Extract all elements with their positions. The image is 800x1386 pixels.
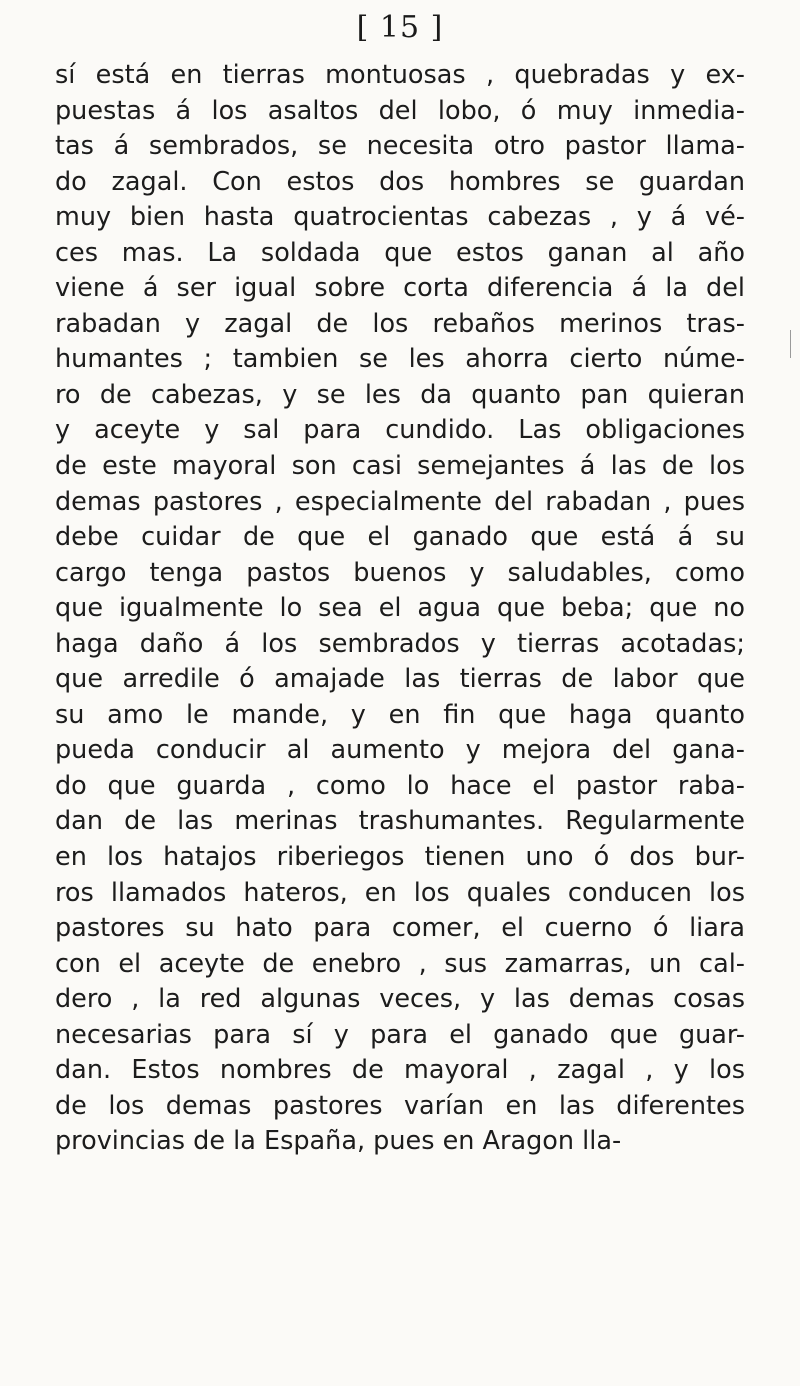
text-line-9: humantes ; tambien se les ahorra cierto núme- — [55, 344, 745, 375]
text-line-1: sí está en tierras montuosas , quebradas y ex- — [55, 60, 745, 90]
text-line-23: en los hatajos riberiegos tienen uno ó dos bur- — [55, 842, 745, 873]
text-line-2: puestas á los asaltos del lobo, ó muy inmedia- — [55, 95, 745, 126]
text-line-25: pastores su hato para comer, el cuerno ó liara — [55, 913, 745, 944]
text-line-31: provincias de la España, pues en Aragon lla- — [55, 1126, 622, 1157]
text-line-3: tas á sembrados, se necesita otro pastor llama- — [55, 131, 745, 162]
text-line-19: su amo le mande, y en fin que haga quanto — [55, 699, 745, 730]
text-line-8: rabadan y zagal de los rebaños merinos tras- — [55, 308, 745, 339]
text-line-4: do zagal. Con estos dos hombres se guardan — [55, 166, 745, 197]
page-number: [ 15 ] — [356, 10, 444, 45]
text-line-17: haga daño á los sembrados y tierras acotadas; — [55, 628, 745, 659]
text-line-30: de los demas pastores varían en las diferentes — [55, 1090, 745, 1121]
text-line-11: y aceyte y sal para cundido. Las obligaciones — [55, 415, 745, 446]
text-line-6: ces mas. La soldada que estos ganan al año — [55, 237, 745, 268]
text-line-22: dan de las merinas trashumantes. Regularmente — [55, 806, 745, 837]
text-line-27: dero , la red algunas veces, y las demas cosas — [55, 984, 745, 1015]
text-line-14: debe cuidar de que el ganado que está á su — [55, 522, 745, 553]
text-line-5: muy bien hasta quatrocientas cabezas , y á vé- — [55, 202, 745, 233]
text-line-15: cargo tenga pastos buenos y saludables, como — [55, 557, 745, 588]
text-line-29: dan. Estos nombres de mayoral , zagal , y los — [55, 1055, 745, 1086]
text-line-28: necesarias para sí y para el ganado que guar- — [55, 1019, 745, 1050]
text-line-13: demas pastores , especialmente del rabadan , pues — [55, 486, 745, 517]
text-line-24: ros llamados hateros, en los quales conducen los — [55, 877, 745, 908]
margin-mark — [790, 330, 791, 358]
text-line-26: con el aceyte de enebro , sus zamarras, un cal- — [55, 948, 745, 979]
text-line-18: que arredile ó amajade las tierras de labor que — [55, 664, 745, 695]
text-line-21: do que guarda , como lo hace el pastor raba- — [55, 770, 745, 801]
text-line-20: pueda conducir al aumento y mejora del gana- — [55, 735, 745, 766]
text-line-7: viene á ser igual sobre corta diferencia á la del — [55, 273, 745, 304]
body-text — [55, 58, 745, 1160]
text-line-12: de este mayoral son casi semejantes á las de los — [55, 451, 745, 482]
text-line-16: que igualmente lo sea el agua que beba; que no — [55, 593, 745, 624]
text-line-10: ro de cabezas, y se les da quanto pan quieran — [55, 379, 745, 410]
